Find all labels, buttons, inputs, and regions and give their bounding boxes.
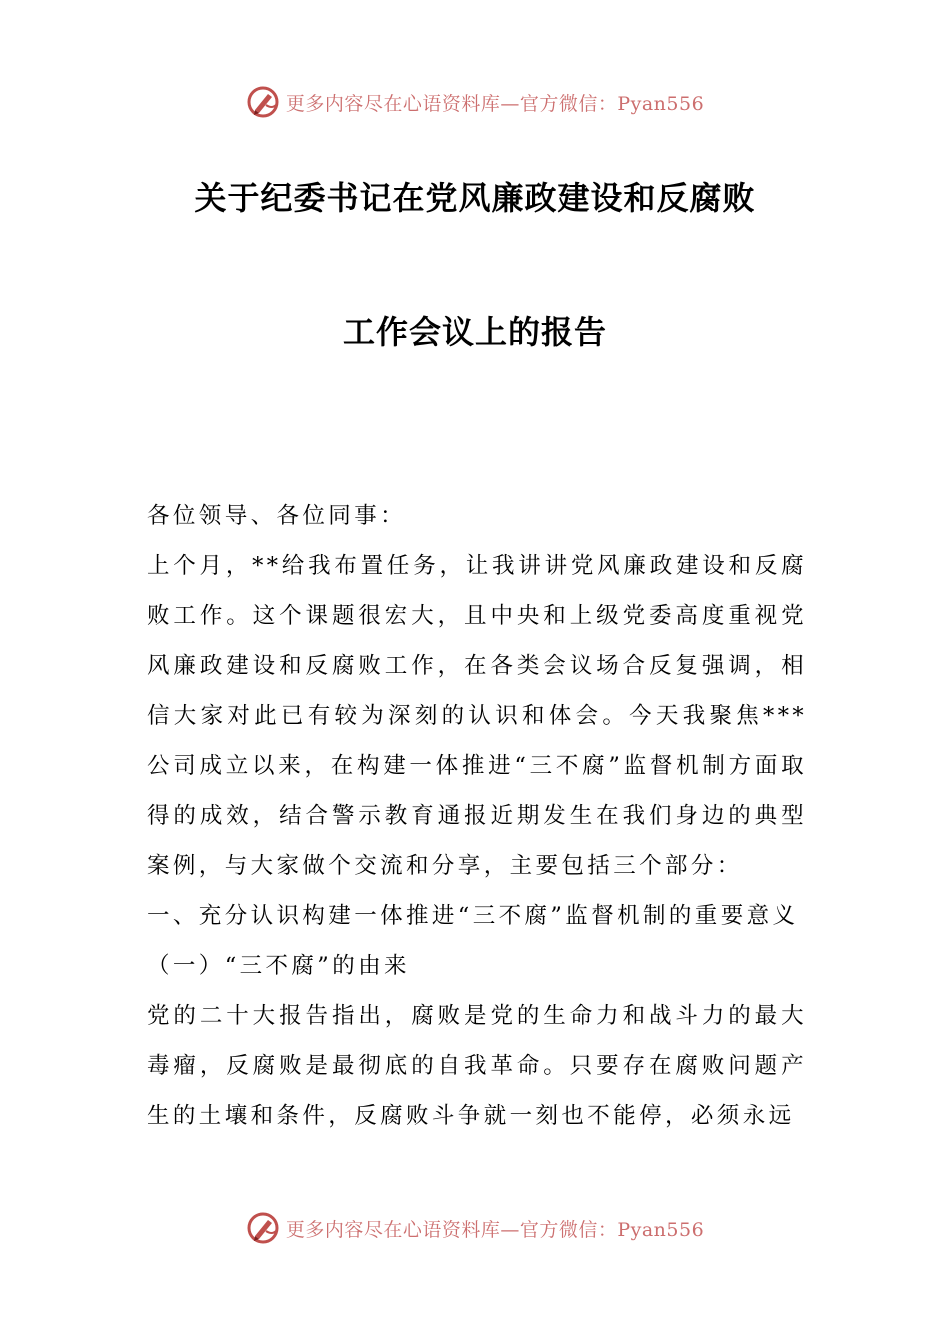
body-paragraph: 上个月，**给我布置任务，让我讲讲党风廉政建设和反腐败工作。这个课题很宏大，且中央和上级党委高度重视党风廉政建设和反腐败工作，在各类会议场合反复强调，相信大家对此已有较为深刻的认识和体会。今天我聚焦***公司成立以来，在构建一体推进“三不腐”监督机制方面取得的成效，结合警示教育通报近期发生在我们身边的典型案例，与大家做个交流和分享，主要包括三个部分： (147, 553, 807, 879)
pen-logo-icon (246, 85, 280, 119)
watermark-text: 更多内容尽在心语资料库—官方微信：Pyan556 (285, 92, 705, 115)
header-watermark (0, 82, 950, 122)
document-body (147, 491, 807, 1141)
document-title-line-2: 工作会议上的报告 (342, 313, 607, 351)
body-paragraph: 党的二十大报告指出，腐败是党的生命力和战斗力的最大毒瘤，反腐败是最彻底的自我革命。只要存在腐败问题产生的土壤和条件，反腐败斗争就一刻也不能停，必须永远 (147, 1003, 807, 1129)
salutation: 各位领导、各位同事： (147, 503, 407, 529)
footer-watermark (0, 1208, 950, 1248)
watermark-text: 更多内容尽在心语资料库—官方微信：Pyan556 (285, 1218, 705, 1241)
section-heading: 一、充分认识构建一体推进“三不腐”监督机制的重要意义 (147, 903, 799, 929)
document-title-line-1: 关于纪委书记在党风廉政建设和反腐败 (194, 179, 756, 217)
pen-logo-icon (246, 1211, 280, 1245)
subsection-heading: （一）“三不腐”的由来 (147, 953, 410, 979)
